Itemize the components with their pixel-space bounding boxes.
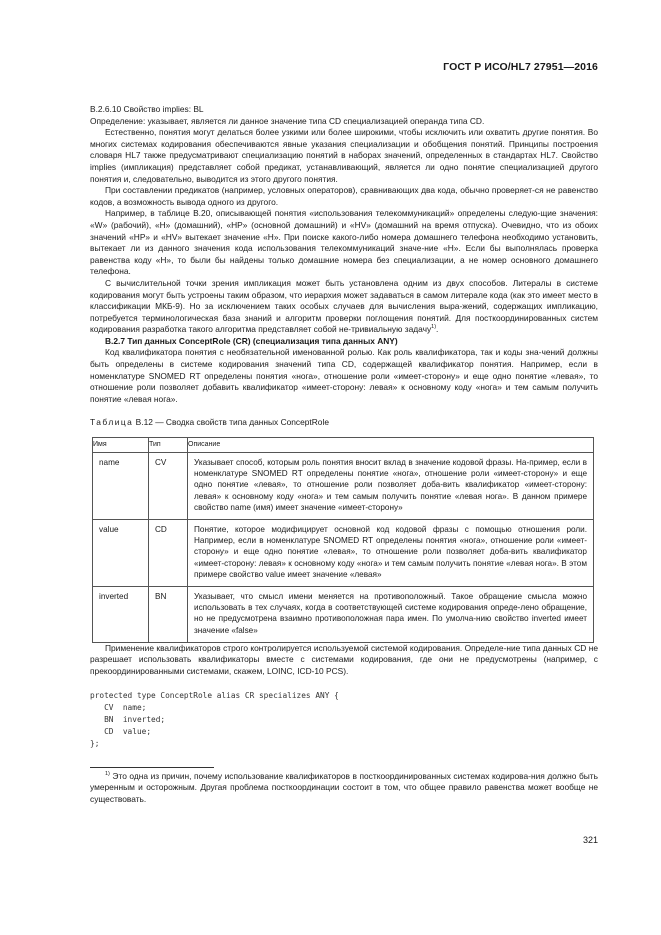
- page-number: 321: [582, 835, 598, 845]
- header-description: Описание: [188, 438, 594, 453]
- body-paragraph: При составлении предикатов (например, условных операторов), сравнивающих два кода, обычно проверяет-ся не равенство кодов, а возможность вывода одного из другого.: [90, 185, 598, 207]
- body-paragraph: Применение квалификаторов строго контролируется используемой системой кодирования. Определе-ние типа данных CD не разрешает использовать квалификаторы вместе с системами кодирования, где они не предусмотрены (например, с прекоординированными системами, скажем, LOINC, ICD-10 PCS).: [90, 642, 598, 677]
- code-line: BN inverted;: [90, 714, 166, 724]
- footnote-reference: 1): [431, 324, 437, 331]
- header-type: Тип: [149, 438, 188, 453]
- cell-name: inverted: [93, 587, 149, 643]
- code-line: CV name;: [90, 702, 147, 712]
- table-caption: [90, 417, 598, 429]
- subsection-heading: В.2.6.10 Свойство implies: BL: [90, 104, 204, 114]
- section-heading: В.2.7 Тип данных ConceptRole (CR) (специализация типа данных ANY): [105, 335, 398, 346]
- cell-type: CV: [149, 453, 188, 520]
- cell-description: Указывает способ, которым роль понятия вносит вклад в значение кодовой фразы. На-пример, если в номенклатуре SNOMED RT определены понятие «нога», отношение роли «имеет-сторону» и еще одно понятие «левая», то отношение роли позволяет доба-вить квалификатор «имеет-сторону: левая» к основному коду «нога» и тем самым получить понятие «левая нога». В данном примере свойство name (имя) имеет значение «имеет-сторону»: [188, 453, 594, 520]
- code-line: protected type ConceptRole alias CR specializes ANY {: [90, 690, 339, 700]
- cell-description: Понятие, которое модифицирует основной код кодовой фразы с помощью отношения роли. Например, если в номенклатуре SNOMED RT определены понятия «нога», отношение роли «имеет-сторону» и еще одно понятие «левая», то отношение роли позволяет доба-вить квалификатор «имеет-сторону: левая» к основному коду «нога» и тем самым получить понятие «левая нога». В этом примере свойство value имеет значение «левая»: [188, 520, 594, 587]
- footnote: [90, 771, 598, 806]
- properties-table: [92, 437, 594, 643]
- table-row: [93, 520, 594, 587]
- header-name: Имя: [93, 438, 149, 453]
- table-row: [93, 453, 594, 520]
- footnote-body: Это одна из причин, почему использование квалификаторов в посткоординированных системах кодирова-ния должно быть умеренным и осторожным. Другая проблема посткоординации состоит в том, что общее правило равенства может вообще не существовать.: [90, 770, 598, 804]
- page-content: [90, 104, 598, 805]
- cell-description: Указывает, что смысл имени меняется на противоположный. Такое обращение смысла можно использовать в тех случаях, когда в соответствующей системе кодирования опреде-лено обращение, но не предусмотрена взаимно противоположная пара имен. По умолча-нию свойство inverted имеет значение «false»: [188, 587, 594, 643]
- cell-name: name: [93, 453, 149, 520]
- cell-name: value: [93, 520, 149, 587]
- body-paragraph-text: С вычислительной точки зрения импликация может быть установлена одним из двух способов. Литералы в системе кодирования могут быть устроены таким образом, что иерархия может задаваться в самом литерале кода (как это имеет место в классификации МКБ-9). Но за исключением таких особых случаев для вычисления выра-жений, содержащих импликацию, потребуется терминологическая база знаний и алгоритм проверки поглощения понятий. Для посткоординированных систем кодирования разработка такого алгоритма представляет собой не-тривиальную задачу: [90, 277, 598, 335]
- document-header: ГОСТ Р ИСО/HL7 27951—2016: [443, 61, 598, 73]
- definition-paragraph: Определение: указывает, является ли данное значение типа CD специализацией операнда типа CD.: [90, 115, 485, 126]
- code-line: CD value;: [90, 726, 152, 736]
- footnote-divider: [90, 767, 214, 768]
- body-paragraph: Естественно, понятия могут делаться более узкими или более широкими, чтобы исключить или охватить другие понятия. Во многих системах кодирования обеспечиваются явные указания специализации и обобщения понятий. Принципы построения словаря HL7 также предусматривают специализацию понятий в наборах значений, определенных в стандартах HL7. Свойство implies (импликация) представляет собой предикат, устанавливающий, является ли одно понятие специализацией другого понятия и, следовательно, выводится из этого другого понятия.: [90, 127, 598, 184]
- table-caption-label: Таблица: [90, 417, 134, 428]
- section-paragraph: Код квалификатора понятия с необязательной именованной ролью. Как роль квалификатора, так и коды зна-чений должны быть определены в системе кодирования значений типа CD, содержащей квалификатор понятия. Например, если в номенклатуре SNOMED RT определены понятия «нога», отношение роли «имеет-сторону» и еще одно понятие «левая», то отношение роли позволяет добавить квалификатор «имеет-сторону: левая» к основному коду «нога» и тем самым получить понятие «левая нога».: [90, 347, 598, 404]
- code-block: [90, 690, 598, 750]
- code-line: };: [90, 738, 100, 748]
- cell-type: BN: [149, 587, 188, 643]
- body-paragraph: Например, в таблице В.20, описывающей понятия «использования телекоммуникаций» определены следую-щие значения: «W» (рабочий), «H» (домашний), «HP» (основной домашний) и «HV» (домашний на время отпуска). Очевидно, что из обоих значений «HP» и «HV» вытекает значение «H». При поиске какого-либо номера домашнего телефона необходимо установить, вытекает ли из данного значения кода использования телекоммуникаций значе-ние «H». Если бы выполнялась проверка равенства коду «H», то были бы найдены только домашние номера без специализации, а не номер основного домашнего телефона.: [90, 208, 598, 277]
- cell-type: CD: [149, 520, 188, 587]
- table-row: [93, 587, 594, 643]
- footnote-text: [90, 771, 598, 806]
- table-caption-text: В.12 — Сводка свойств типа данных ConceptRole: [135, 417, 329, 428]
- table-header-row: [93, 438, 594, 453]
- footnote-marker: 1): [105, 770, 110, 777]
- body-paragraph: С вычислительной точки зрения импликация может быть установлена одним из двух способов. Литералы в системе кодирования могут быть устроены таким образом, что иерархия может задаваться в самом литерале кода (как это имеет место в классификации МКБ-9). Но за исключением таких особых случаев для вычисления выра-жений, содержащих импликацию, потребуется терминологическая база знаний и алгоритм проверки поглощения понятий. Для посткоординированных систем кодирования разработка такого алгоритма представляет собой не-тривиальную задачу$^{1)}$.: [90, 277, 598, 335]
